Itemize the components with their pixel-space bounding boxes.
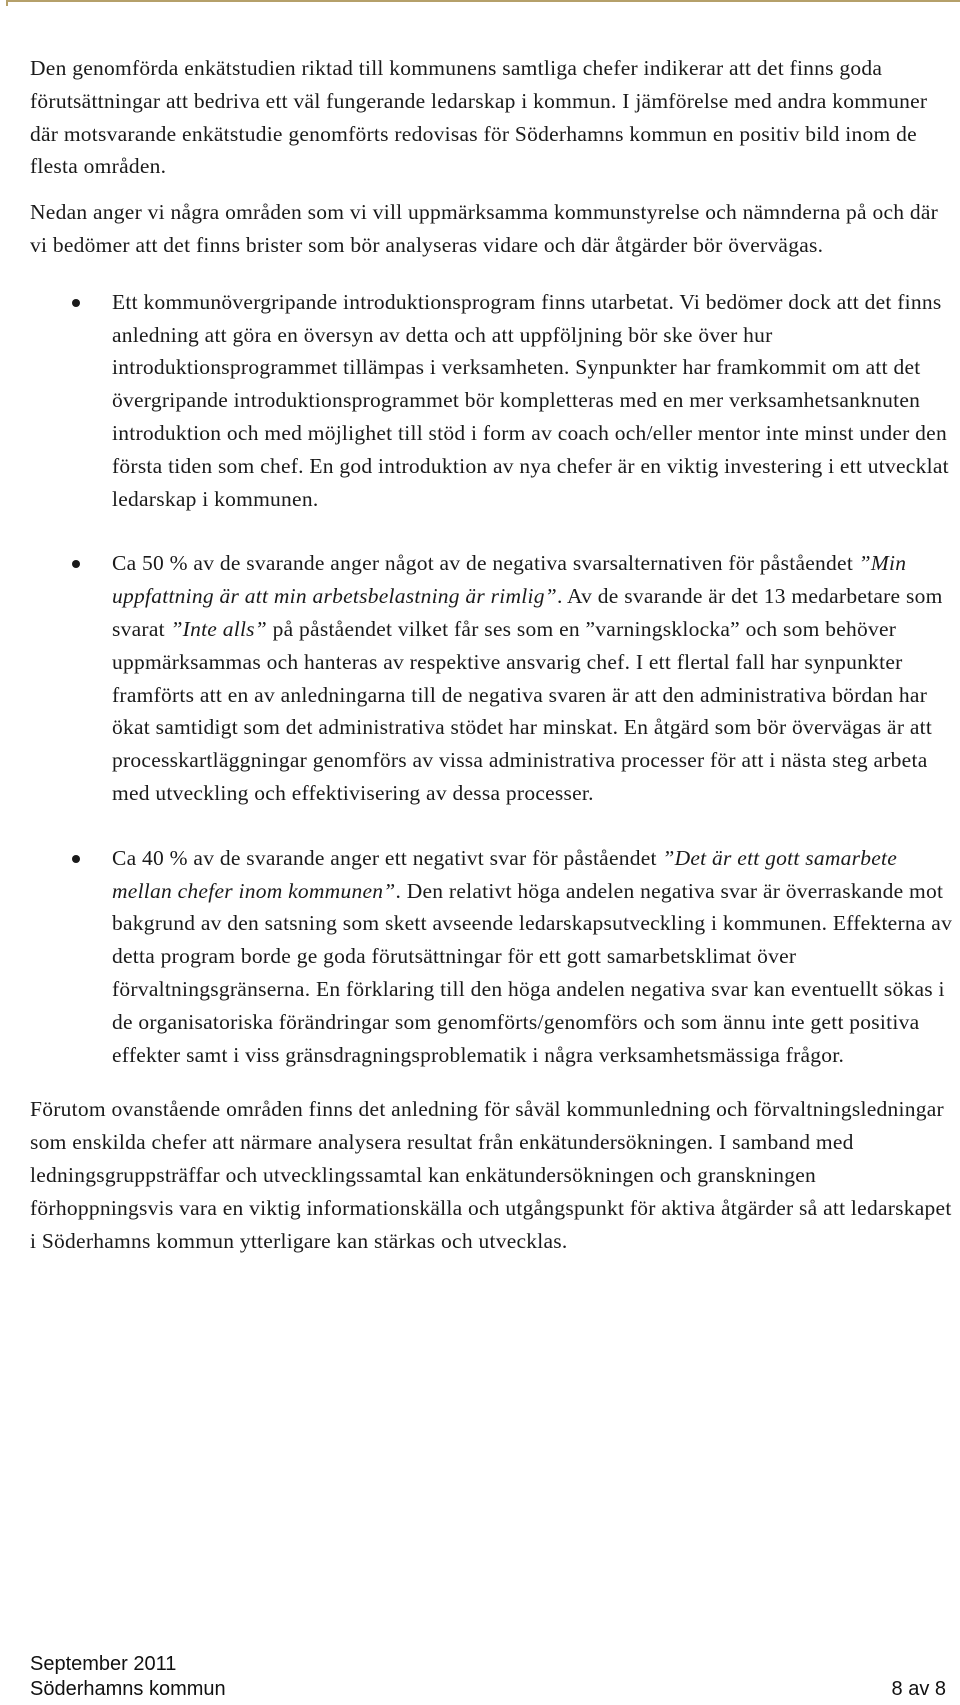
intro-paragraph: Den genomförda enkätstudien riktad till kommunens samtliga chefer indikerar att det finns goda förutsättningar att bedriva ett väl fungerande ledarskap i kommun. I jämförelse med andra kommuner där motsvarande enkätstudie genomförts redovisas för Söderhamns kommun en positiv bild inom de flesta områden.	[30, 56, 928, 179]
bullet-icon	[72, 855, 80, 863]
closing-paragraph: Förutom ovanstående områden finns det anledning för såväl kommunledning och förvaltningsledningar som enskilda chefer att närmare analysera resultat från enkätundersökningen. I samband med ledningsgruppsträffar och utvecklingssamtal kan enkätundersökningen och granskningen förhoppningsvis vara en viktig informationskälla och utgångspunkt för aktiva åtgärder så att ledarskapet i Söderhamns kommun ytterligare kan stärkas och utvecklas.	[30, 1097, 952, 1253]
footer-date: September 2011	[30, 1653, 177, 1675]
header-rule	[6, 0, 960, 6]
bullet-text: Ett kommunövergripande introduktionsprogram finns utarbetat. Vi bedömer dock att det finns anledning att göra en översyn av detta och att uppföljning bör ske över hur introduktionsprogrammet tillämpas i verksamheten. Synpunkter har framkommit om att det övergripande introduktionsprogrammet bör kompletteras med en mer verksamhetsanknuten introduktion och med möjlighet till stöd i form av coach och/eller mentor inte minst under den första tiden som chef. En god introduktion av nya chefer är en viktig investering i ett utvecklat ledarskap i kommunen.	[112, 289, 949, 511]
quoted-answer: ”Inte alls”	[170, 616, 267, 641]
quoted-statement: ”Det är ett gott samarbete mellan chefer inom kommunen”	[112, 845, 898, 903]
bullet-text-part: på påståendet vilket får ses som en ”varningsklocka” och som behöver uppmärksammas och hanteras av respektive ansvarig chef. I ett flertal fall har synpunkter framförts att en av anledningarna till de negativa svaren är att den administrativa bördan har ökat samtidigt som det administrativa stödet har minskat. En åtgärd som bör övervägas är att processkartläggningar genomförs av vissa administrativa processer för att i nästa steg arbeta med utveckling och effektivisering av dessa processer.	[112, 616, 933, 805]
document-body	[30, 52, 953, 1270]
bullet-text-part: . Den relativt höga andelen negativa svar är överraskande mot bakgrund av den satsning som skett avseende ledarskapsutveckling i kommunen. Effekterna av detta program borde ge goda förutsättningar för ett gott samarbetsklimat över förvaltningsgränserna. En förklaring till den höga andelen negativa svar kan eventuellt sökas i de organisatoriska förändringar som genomförts/genomförs och som ännu inte gett positiva effekter samt i viss gränsdragningsproblematik i några verksamhetsmässiga frågor.	[112, 878, 953, 1067]
bullet-text-part: Ca 40 % av de svarande anger ett negativt svar för påståendet	[112, 845, 663, 870]
areas-paragraph: Nedan anger vi några områden som vi vill uppmärksamma kommunstyrelse och nämnderna på och där vi bedömer att det finns brister som bör analyseras vidare och där åtgärder bör övervägas.	[30, 200, 939, 257]
page-footer	[30, 1652, 946, 1702]
list-item	[30, 842, 953, 1072]
quoted-statement: ”Min uppfattning är att min arbetsbelastning är rimlig”	[112, 551, 907, 609]
bullet-icon	[72, 299, 80, 307]
list-item	[30, 286, 953, 516]
list-item	[30, 547, 953, 809]
bullet-text-part: . Av de svarande är det 13 medarbetare som svarat	[112, 584, 943, 641]
bullet-text-part: Ca 50 % av de svarande anger något av de negativa svarsalternativen för påståendet	[112, 551, 859, 576]
footer-organization: Söderhamns kommun	[30, 1678, 226, 1700]
page-number: 8 av 8	[891, 1678, 946, 1700]
findings-list	[30, 286, 953, 1072]
bullet-icon	[72, 560, 80, 568]
